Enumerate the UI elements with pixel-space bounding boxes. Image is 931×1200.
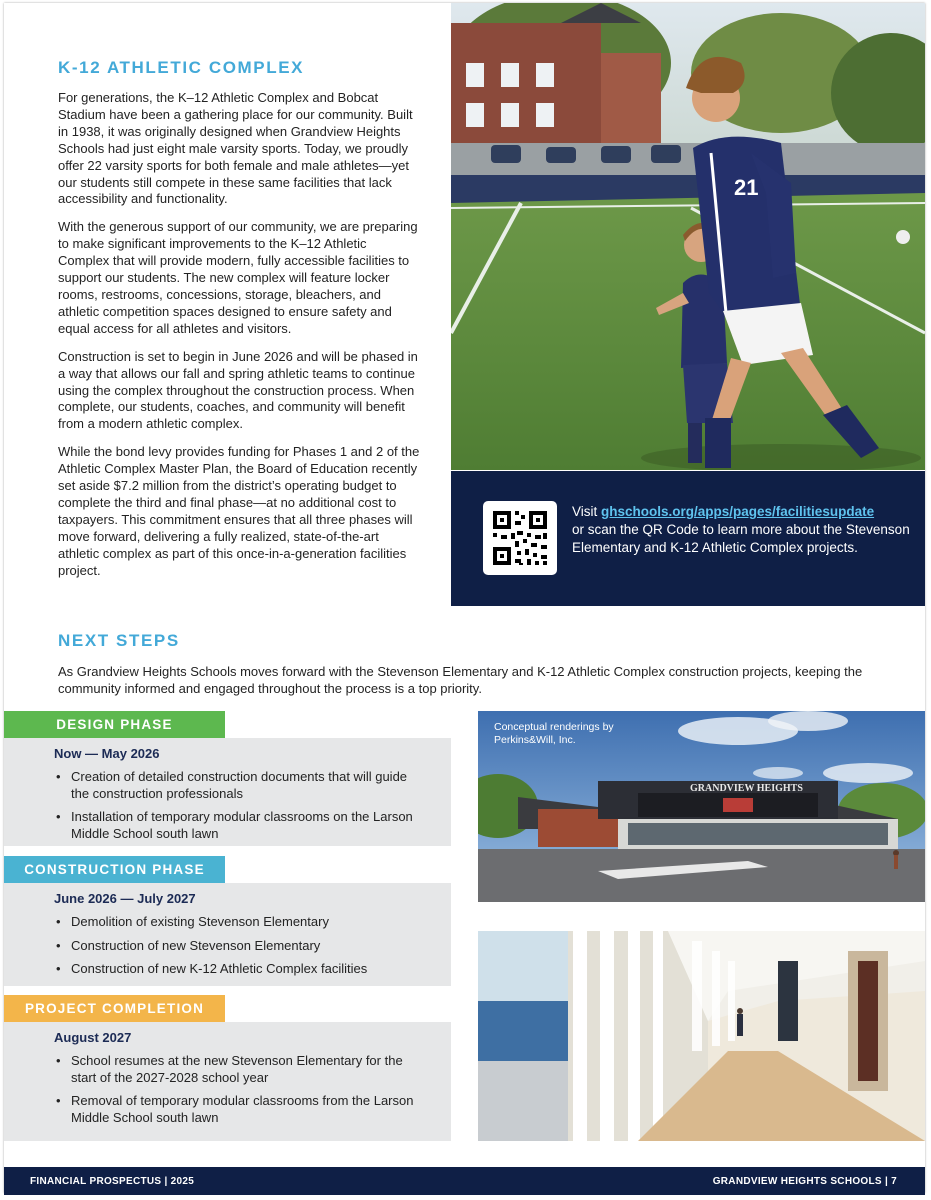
design-phase-list bbox=[54, 769, 424, 849]
rendering-caption: Conceptual renderings by Perkins&Will, Inc. bbox=[494, 721, 614, 746]
project-completion-label: PROJECT COMPLETION bbox=[4, 995, 225, 1022]
list-item: • School resumes at the new Stevenson Elementary for the start of the 2027-2028 school year bbox=[54, 1053, 424, 1086]
building-sign: GRANDVIEW HEIGHTS bbox=[690, 783, 803, 794]
list-item: • Construction of new K-12 Athletic Complex facilities bbox=[54, 961, 424, 978]
qr-code-icon[interactable] bbox=[483, 501, 557, 575]
construction-phase-list bbox=[54, 914, 424, 985]
qr-info-rest: or scan the QR Code to learn more about the Stevenson Elementary and K-12 Athletic Complex projects. bbox=[572, 522, 910, 555]
project-completion-list bbox=[54, 1053, 424, 1133]
list-item: • Creation of detailed construction documents that will guide the construction professionals bbox=[54, 769, 424, 802]
paragraph: While the bond levy provides funding for Phases 1 and 2 of the Athletic Complex Master Plan, the Board of Education recently set aside $7.2 million from the district’s operating budget to complete the third and final phase—at no additional cost to taxpayers. This commitment ensures that all three phases will move forward, delivering a fully realized, state-of-the-art athletic complex as part of this once-in-a-generation facilities project. bbox=[58, 444, 420, 578]
list-item: • Demolition of existing Stevenson Elementary bbox=[54, 914, 424, 931]
design-phase-label: DESIGN PHASE bbox=[4, 711, 225, 738]
section-body bbox=[58, 90, 420, 590]
hallway-rendering bbox=[478, 931, 925, 1141]
next-steps-intro: As Grandview Heights Schools moves forward with the Stevenson Elementary and K-12 Athletic Complex construction projects, keeping the community informed and engaged throughout the process is a top priority. bbox=[58, 664, 863, 696]
construction-phase-dates: June 2026 — July 2027 bbox=[54, 891, 196, 906]
construction-phase-label: CONSTRUCTION PHASE bbox=[4, 856, 225, 883]
qr-info-text bbox=[572, 503, 912, 557]
next-steps-heading: NEXT STEPS bbox=[58, 631, 180, 650]
facilities-update-link[interactable]: ghschools.org/apps/pages/facilitiesupdate bbox=[601, 504, 875, 519]
design-phase-dates: Now — May 2026 bbox=[54, 746, 160, 761]
building-exterior-rendering bbox=[478, 711, 925, 902]
list-item: • Installation of temporary modular classrooms on the Larson Middle School south lawn bbox=[54, 809, 424, 842]
qr-info-box bbox=[451, 471, 925, 606]
paragraph: For generations, the K–12 Athletic Complex and Bobcat Stadium have been a gathering place for our community. Built in 1938, it was originally designed when Grandview Heights Schools had just eight male varsity sports. Today, we proudly offer 22 varsity sports for both female and male athletes—yet our students still compete in these same facilities that lack accessibility and functionality. bbox=[58, 90, 413, 207]
jersey-number: 21 bbox=[734, 175, 759, 200]
footer-left: FINANCIAL PROSPECTUS | 2025 bbox=[30, 1176, 195, 1187]
page-footer bbox=[4, 1167, 925, 1195]
paragraph: Construction is set to begin in June 2026 and will be phased in a way that allows our fall and spring athletic teams to continue using the complex throughout the construction process. When complete, our students, coaches, and community will benefit from a modern athletic complex. bbox=[58, 348, 418, 432]
list-item: • Removal of temporary modular classrooms from the Larson Middle School south lawn bbox=[54, 1093, 424, 1126]
list-item: • Construction of new Stevenson Elementary bbox=[54, 938, 424, 955]
footer-right: GRANDVIEW HEIGHTS SCHOOLS | 7 bbox=[712, 1176, 897, 1187]
section-heading: K-12 ATHLETIC COMPLEX bbox=[58, 58, 305, 77]
visit-prefix: Visit bbox=[572, 504, 602, 519]
paragraph: With the generous support of our community, we are preparing to make significant improvements to the K–12 Athletic Complex that will provide modern, fully accessible facilities to support our students. The new complex will feature locker rooms, restrooms, concessions, storage, bleachers, and athletic competition spaces designed to ensure safety and equal access for all athletes and visitors. bbox=[58, 219, 418, 336]
soccer-photo bbox=[451, 3, 925, 470]
project-completion-dates: August 2027 bbox=[54, 1030, 132, 1045]
